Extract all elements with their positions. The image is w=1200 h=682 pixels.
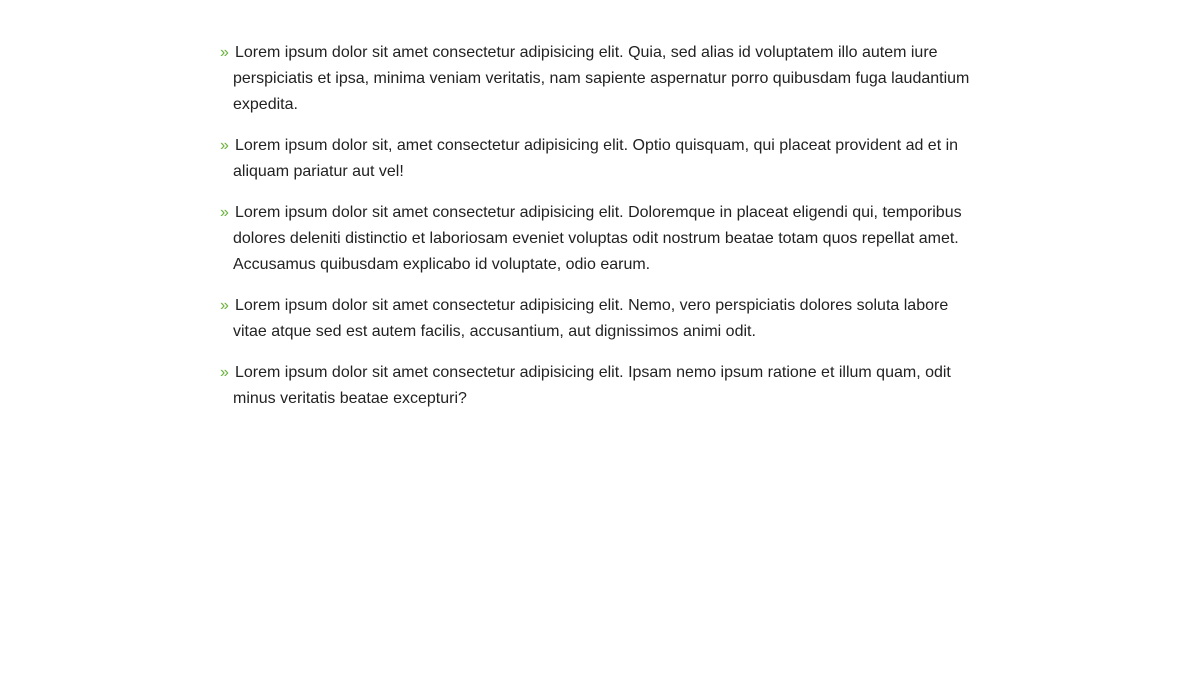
double-chevron-right-icon: » (220, 297, 229, 314)
list-item (220, 133, 980, 185)
list-item-text: Lorem ipsum dolor sit amet consectetur adipisicing elit. Quia, sed alias id voluptatem illo autem iure perspiciatis et ipsa, minima veniam veritatis, nam sapiente aspernatur porro quibusdam fuga laudantium expedita. (233, 44, 970, 113)
content-area (220, 40, 980, 427)
double-chevron-right-icon: » (220, 204, 229, 221)
double-chevron-right-icon: » (220, 44, 229, 61)
list-item (220, 293, 980, 345)
double-chevron-right-icon: » (220, 364, 229, 381)
double-chevron-right-icon: » (220, 137, 229, 154)
bullet-list (220, 40, 980, 412)
list-item-text: Lorem ipsum dolor sit, amet consectetur adipisicing elit. Optio quisquam, qui placeat provident ad et in aliquam pariatur aut vel! (233, 137, 959, 180)
list-item (220, 200, 980, 278)
list-item (220, 360, 980, 412)
list-item-text: Lorem ipsum dolor sit amet consectetur adipisicing elit. Ipsam nemo ipsum ratione et illum quam, odit minus veritatis beatae excepturi? (233, 364, 951, 407)
list-item-text: Lorem ipsum dolor sit amet consectetur adipisicing elit. Nemo, vero perspiciatis dolores soluta labore vitae atque sed est autem facilis, accusantium, aut dignissimos animi odit. (233, 297, 949, 340)
list-item-text: Lorem ipsum dolor sit amet consectetur adipisicing elit. Doloremque in placeat eligendi qui, temporibus dolores deleniti distinctio et laboriosam eveniet voluptas odit nostrum beatae totam quos repellat amet. Accusamus quibusdam explicabo id voluptate, odio earum. (233, 204, 962, 273)
list-item (220, 40, 980, 118)
